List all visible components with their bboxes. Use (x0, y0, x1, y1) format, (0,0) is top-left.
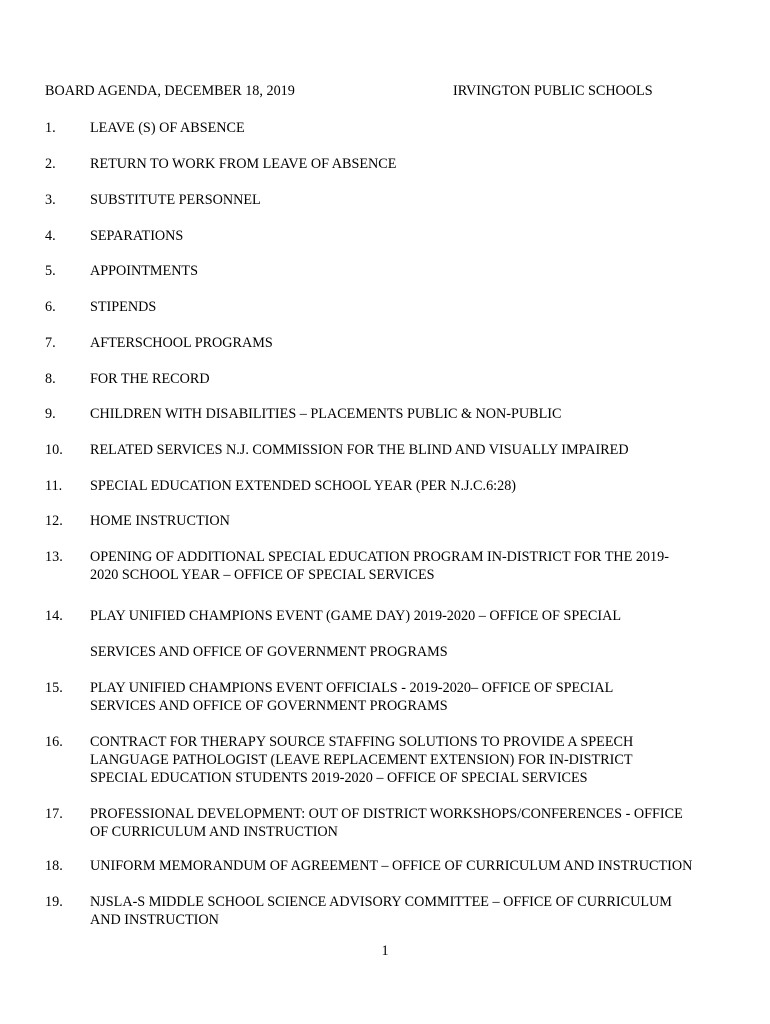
agenda-item-number: 15. (45, 680, 63, 696)
agenda-item-text (90, 548, 745, 584)
agenda-item-line: AND INSTRUCTION (90, 912, 219, 928)
agenda-item-text (90, 893, 745, 929)
agenda-item-line: CONTRACT FOR THERAPY SOURCE STAFFING SOLUTIONS TO PROVIDE A SPEECH (90, 734, 634, 750)
agenda-item-number: 13. (45, 549, 63, 565)
agenda-item-number: 16. (45, 734, 63, 750)
agenda-item-number: 17. (45, 806, 63, 822)
page-number: 1 (381, 943, 389, 959)
agenda-item-number: 8. (45, 371, 56, 387)
agenda-item-number: 6. (45, 299, 56, 315)
agenda-item-line: PLAY UNIFIED CHAMPIONS EVENT OFFICIALS - 2019-2020– OFFICE OF SPECIAL (90, 680, 614, 696)
agenda-item-line: AFTERSCHOOL PROGRAMS (90, 335, 273, 351)
header-left: BOARD AGENDA, DECEMBER 18, 2019 (45, 83, 295, 99)
agenda-item-line: PROFESSIONAL DEVELOPMENT: OUT OF DISTRICT WORKSHOPS/CONFERENCES - OFFICE (90, 806, 683, 822)
agenda-item-line: SEPARATIONS (90, 228, 184, 244)
agenda-item-text (90, 405, 745, 423)
agenda-item-number: 12. (45, 513, 63, 529)
header-right: IRVINGTON PUBLIC SCHOOLS (453, 83, 653, 99)
agenda-item-text (90, 607, 745, 661)
agenda-item-text (90, 119, 745, 137)
agenda-item-line: OPENING OF ADDITIONAL SPECIAL EDUCATION PROGRAM IN-DISTRICT FOR THE 2019- (90, 549, 669, 565)
agenda-item-text (90, 679, 745, 715)
agenda-item-number: 14. (45, 608, 63, 624)
agenda-item-text (90, 370, 745, 388)
agenda-item-number: 1. (45, 120, 56, 136)
agenda-item-number: 2. (45, 156, 56, 172)
agenda-item-line: CHILDREN WITH DISABILITIES – PLACEMENTS PUBLIC & NON-PUBLIC (90, 406, 562, 422)
agenda-item-number: 18. (45, 858, 63, 874)
agenda-item-line: LANGUAGE PATHOLOGIST (LEAVE REPLACEMENT EXTENSION) FOR IN-DISTRICT (90, 752, 633, 768)
agenda-item-line: SUBSTITUTE PERSONNEL (90, 192, 261, 208)
agenda-item-line: SERVICES AND OFFICE OF GOVERNMENT PROGRAMS (90, 644, 448, 660)
agenda-item-text (90, 477, 745, 495)
agenda-item-text (90, 857, 745, 875)
agenda-item-number: 5. (45, 263, 56, 279)
agenda-item-text (90, 334, 745, 352)
agenda-item-line: OF CURRICULUM AND INSTRUCTION (90, 824, 338, 840)
agenda-item-line (90, 625, 745, 643)
agenda-item-line: SPECIAL EDUCATION EXTENDED SCHOOL YEAR (PER N.J.C.6:28) (90, 478, 517, 494)
agenda-item-number: 10. (45, 442, 63, 458)
agenda-item-number: 19. (45, 894, 63, 910)
agenda-item-line: UNIFORM MEMORANDUM OF AGREEMENT – OFFICE OF CURRICULUM AND INSTRUCTION (90, 858, 693, 874)
agenda-item-number: 4. (45, 228, 56, 244)
agenda-item-line: RELATED SERVICES N.J. COMMISSION FOR THE BLIND AND VISUALLY IMPAIRED (90, 442, 629, 458)
agenda-item-line: 2020 SCHOOL YEAR – OFFICE OF SPECIAL SERVICES (90, 567, 435, 583)
agenda-item-text (90, 227, 745, 245)
agenda-item-number: 7. (45, 335, 56, 351)
agenda-item-text (90, 191, 745, 209)
agenda-item-text (90, 805, 745, 841)
agenda-item-line: APPOINTMENTS (90, 263, 198, 279)
agenda-item-line: RETURN TO WORK FROM LEAVE OF ABSENCE (90, 156, 397, 172)
agenda-item-text (90, 262, 745, 280)
agenda-item-line: STIPENDS (90, 299, 157, 315)
agenda-item-line: SPECIAL EDUCATION STUDENTS 2019-2020 – OFFICE OF SPECIAL SERVICES (90, 770, 588, 786)
agenda-item-number: 9. (45, 406, 56, 422)
agenda-item-text (90, 733, 745, 787)
agenda-item-line: HOME INSTRUCTION (90, 513, 230, 529)
agenda-item-text (90, 441, 745, 459)
agenda-item-line: PLAY UNIFIED CHAMPIONS EVENT (GAME DAY) 2019-2020 – OFFICE OF SPECIAL (90, 608, 622, 624)
agenda-item-text (90, 298, 745, 316)
agenda-item-text (90, 155, 745, 173)
agenda-item-text (90, 512, 745, 530)
agenda-item-line: NJSLA-S MIDDLE SCHOOL SCIENCE ADVISORY COMMITTEE – OFFICE OF CURRICULUM (90, 894, 672, 910)
agenda-item-line: SERVICES AND OFFICE OF GOVERNMENT PROGRAMS (90, 698, 448, 714)
agenda-item-number: 11. (45, 478, 63, 494)
agenda-item-number: 3. (45, 192, 56, 208)
agenda-item-line: LEAVE (S) OF ABSENCE (90, 120, 245, 136)
agenda-item-line: FOR THE RECORD (90, 371, 210, 387)
